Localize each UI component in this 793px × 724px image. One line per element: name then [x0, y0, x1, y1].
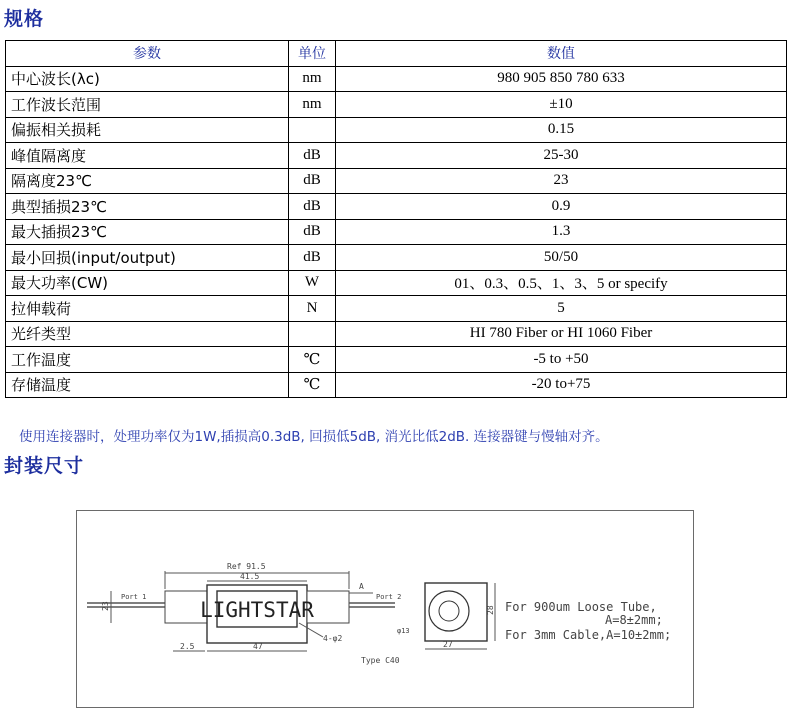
parameter-cell: 典型插损23℃ [6, 194, 289, 220]
parameter-cell: 光纤类型 [6, 321, 289, 347]
brand-logo: LIGHTSTAR [200, 598, 314, 622]
value-cell: HI 780 Fiber or HI 1060 Fiber [336, 321, 787, 347]
table-row [6, 194, 787, 220]
value-cell: 01、0.3、0.5、1、3、5 or specify [336, 270, 787, 296]
dim-415-label: 41.5 [240, 572, 260, 581]
unit-cell: N [289, 296, 336, 322]
note-line-2: A=8±2mm; [605, 613, 663, 627]
table-row [6, 372, 787, 398]
parameter-cell: 偏振相关损耗 [6, 117, 289, 143]
unit-cell: ℃ [289, 372, 336, 398]
dim-25-label: 2.5 [180, 642, 195, 651]
dim-phi13-label: φ13 [397, 627, 410, 635]
value-cell: 25-30 [336, 143, 787, 169]
parameter-cell: 最小回损(input/output) [6, 245, 289, 271]
unit-cell: dB [289, 194, 336, 220]
unit-cell [289, 117, 336, 143]
table-row [6, 168, 787, 194]
dimension-drawing-svg [77, 511, 695, 709]
connector-note: 使用连接器时，处理功率仅为1W,插损高0.3dB, 回损低5dB, 消光比低2dB. 连接器键与慢轴对齐。 [19, 429, 609, 445]
table-row [6, 66, 787, 92]
table-row [6, 219, 787, 245]
unit-cell [289, 321, 336, 347]
parameter-cell: 工作温度 [6, 347, 289, 373]
ref-label: Ref 91.5 [227, 562, 266, 571]
parameter-cell: 隔离度23℃ [6, 168, 289, 194]
unit-cell: dB [289, 245, 336, 271]
dim-28-label: 28 [486, 605, 495, 615]
unit-cell: dB [289, 168, 336, 194]
parameter-cell: 拉伸载荷 [6, 296, 289, 322]
parameter-cell: 最大功率(CW) [6, 270, 289, 296]
dim-a-label: A [359, 582, 364, 591]
header-param: 参数 [6, 41, 289, 67]
header-value: 数值 [336, 41, 787, 67]
table-row [6, 143, 787, 169]
package-heading: 封装尺寸 [4, 455, 85, 477]
table-row [6, 296, 787, 322]
value-cell: 0.15 [336, 117, 787, 143]
unit-cell: nm [289, 92, 336, 118]
type-label: Type C40 [361, 656, 400, 665]
spec-table [5, 40, 787, 398]
header-unit: 单位 [289, 41, 336, 67]
value-cell: 980 905 850 780 633 [336, 66, 787, 92]
value-cell: -20 to+75 [336, 372, 787, 398]
package-drawing [76, 510, 694, 708]
value-cell: ±10 [336, 92, 787, 118]
dim-4phi2-label: 4-φ2 [323, 634, 343, 643]
parameter-cell: 峰值隔离度 [6, 143, 289, 169]
unit-cell: dB [289, 143, 336, 169]
end-view-inner-circle [439, 601, 459, 621]
unit-cell: ℃ [289, 347, 336, 373]
value-cell: -5 to +50 [336, 347, 787, 373]
value-cell: 50/50 [336, 245, 787, 271]
table-row [6, 245, 787, 271]
dim-27-label: 27 [443, 640, 453, 649]
port2-label: Port 2 [376, 593, 402, 601]
dim-23-label: 23 [101, 601, 110, 611]
table-row [6, 117, 787, 143]
note-line-1: For 900um Loose Tube, [505, 600, 657, 614]
table-row [6, 347, 787, 373]
dim-47-label: 47 [253, 642, 263, 651]
table-row [6, 321, 787, 347]
parameter-cell: 工作波长范围 [6, 92, 289, 118]
parameter-cell: 最大插损23℃ [6, 219, 289, 245]
table-row [6, 92, 787, 118]
port1-label: Port 1 [121, 593, 147, 601]
value-cell: 1.3 [336, 219, 787, 245]
unit-cell: W [289, 270, 336, 296]
value-cell: 5 [336, 296, 787, 322]
note-line-3: For 3mm Cable,A=10±2mm; [505, 628, 672, 642]
parameter-cell: 中心波长(λc) [6, 66, 289, 92]
table-row [6, 270, 787, 296]
unit-cell: dB [289, 219, 336, 245]
unit-cell: nm [289, 66, 336, 92]
parameter-cell: 存储温度 [6, 372, 289, 398]
spec-heading: 规格 [4, 8, 45, 30]
table-header-row [6, 41, 787, 67]
value-cell: 0.9 [336, 194, 787, 220]
value-cell: 23 [336, 168, 787, 194]
